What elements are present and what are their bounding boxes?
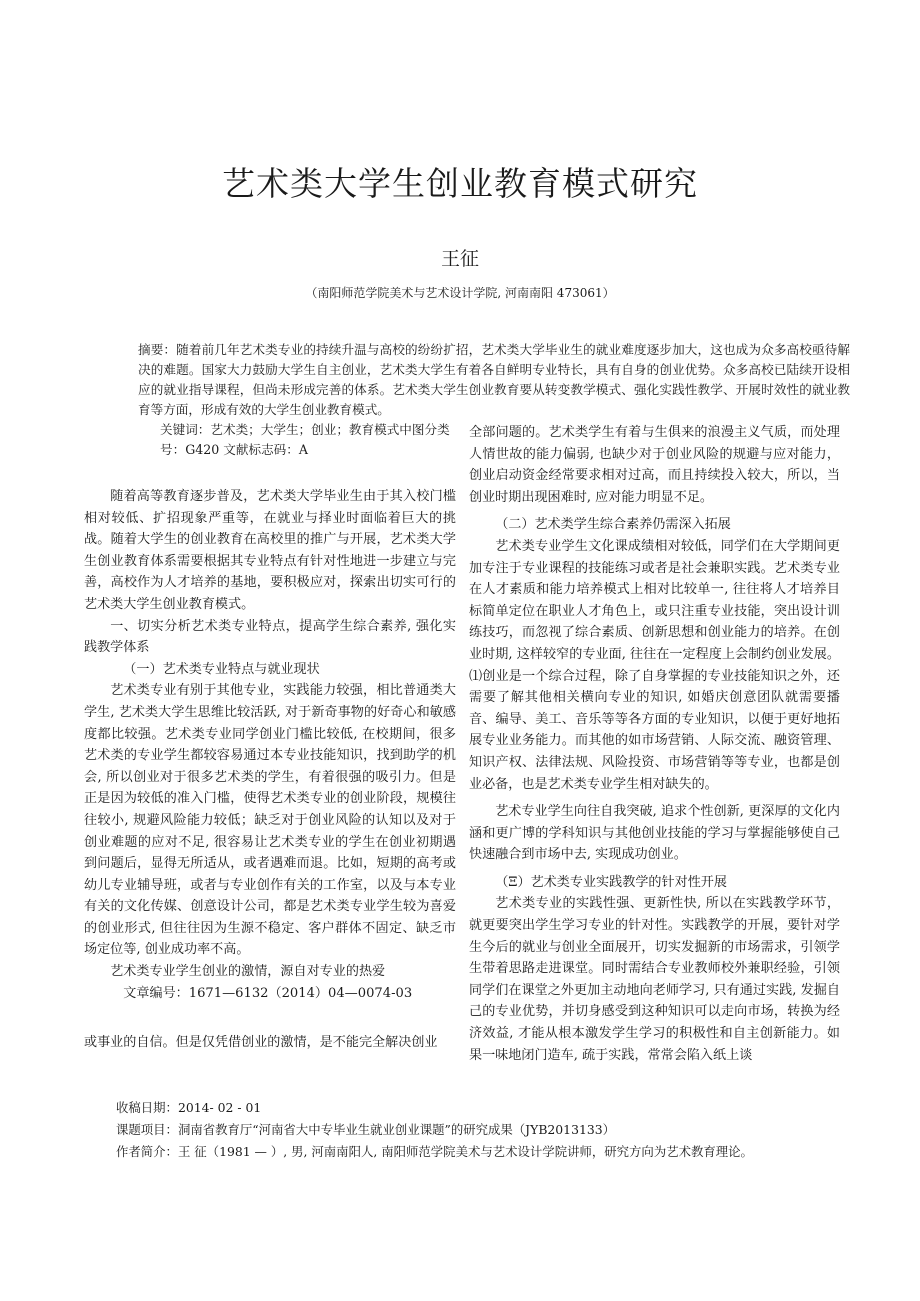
project-note: 课题项目：洞南省教育厅“河南省大中专毕业生就业创业课题”的研究成果（JYB2013133） (116, 1122, 615, 1137)
paper-title: 艺术类大学生创业教育模式研究 (222, 164, 698, 203)
author-affiliation: （南阳师范学院美术与艺术设计学院, 河南南阳 473061） (305, 286, 615, 300)
author-name: 王征 (440, 248, 479, 270)
body-paragraph: 艺术类专业学生创业的激情，源自对专业的热爱 (110, 964, 386, 980)
body-paragraph: 艺术类专业有别于其他专业，实践能力较强，相比普通类大学生, 艺术类大学生思维比较活跃, 对于新奇事物的好奇心和敏感度都比较强。艺术类专业同学创业门槛比较低, 在校期间，很多艺术类的专业学生都较容易通过本专业技能知识，找到助学的机会, 所以创业对于很多艺术类的学生，有着很强的吸引力。但是正是因为较低的准入门槛，使得艺术类专业的创业阶段，规模往往较小, 规避风险能力较低；缺乏对于创业风险的认知以及对于创业难题的应对不足, 很容易让艺术类专业的学生在创业初期遇到问题后，显得无所适从，或者遇难而退。比如，短期的高考或幼儿专业辅导班，或者与专业创作有关的工作室，以及与本专业有关的文化传媒、创意设计公司，都是艺术类专业学生较为喜爱的创业形式, 但往往因为生源不稳定、客户群体不固定、缺乏市场定位等, 创业成功率不高。 (84, 683, 456, 958)
abstract: 摘要：随着前几年艺术类专业的持续升温与高校的纷纷扩招，艺术类大学毕业生的就业难度逐步加大，这也成为众多高校亟待解决的难题。国家大力鼓励大学生自主创业，艺术类大学生有着各自鲜明专业特长，具有自身的创业优势。众多高校已陆续开设相应的就业指导课程，但尚未形成完善的体系。艺术类大学生创业教育要从转变教学模式、强化实践性教学、开展时效性的就业教育等方面，形成有效的大学生创业教育模式。 (138, 342, 850, 417)
subsection-heading-1-3: （Ξ）艺术类专业实践教学的针对性开展 (495, 874, 727, 890)
left-column (84, 486, 456, 1054)
article-number: 文章编号：1671—6132（2014）04—0074-03 (123, 985, 413, 1001)
right-column (469, 422, 840, 1066)
body-paragraph: 或事业的自信。但是仅凭借创业的激情，是不能完全解决创业 (84, 1035, 438, 1051)
received-date: 收稿日期：2014- 02 - 01 (116, 1100, 262, 1115)
body-paragraph: 艺术类专业学生文化课成绩相对较低，同学们在大学期间更加专注于专业课程的技能练习或者是社会兼职实践。艺术类专业在人才素质和能力培养模式上相对比较单一, 往往将人才培养目标简单定位在职业人才角色上，或只注重专业技能，突出设计训练技巧，而忽视了综合素质、创新思想和创业能力的培养。在创业时期, 这样较窄的专业面, 往往在一定程度上会制约创业发展。⑴创业是一个综合过程，除了自身掌握的专业技能知识之外，还需要了解其他相关横向专业的知识, 如婚庆创意团队就需要播音、编导、美工、音乐等等各方面的专业知识，以便于更好地拓展专业业务能力。而其他的如市场营销、人际交流、融资管理、知识产权、法律法规、风险投资、市场营销等等专业，也都是创业必备，也是艺术类专业学生相对缺失的。 (469, 538, 840, 792)
body-paragraph: 艺术专业学生向往自我突破, 追求个性创新, 更深厚的文化内涵和更广博的学科知识与其他创业技能的学习与掌握能够使自己快速融合到市场中去, 实现成功创业。 (469, 804, 840, 863)
author-bio: 作者简介：王 征（1981 — ）, 男, 河南南阳人, 南阳师范学院美术与艺术设计学院讲师，研究方向为艺术教育理论。 (116, 1144, 753, 1159)
body-paragraph: 全部问题的。艺术类学生有着与生俱来的浪漫主义气质，而处理人情世故的能力偏弱, 也缺少对于创业风险的规避与应对能力，创业启动资金经常要求相对过高，而且持续投入较大，所以，当创业时期出现困难时, 应对能力明显不足。 (469, 425, 840, 505)
keywords: 关键词：艺术类；大学生；创业；教育模式中图分类号：G420 文献标志码：A (160, 422, 450, 457)
section-heading-1: 一、切实分析艺术类专业特点，提高学生综合素养, 强化实践教学体系 (84, 618, 456, 656)
subsection-heading-1-2: （二）艺术类学生综合素养仍需深入拓展 (495, 517, 731, 533)
intro-paragraph: 随着高等教育逐步普及，艺术类大学毕业生由于其入校门槛相对较低、扩招现象严重等，在就业与择业时面临着巨大的挑战。随着大学生的创业教育在高校里的推广与开展，艺术类大学生创业教育体系需要根据其专业特点有针对性地进一步建立与完善，高校作为人才培养的基地，要积极应对，探索出切实可行的艺术类大学生创业教育模式。 (84, 489, 456, 612)
subsection-heading-1-1: （一）艺术类专业特点与就业现状 (123, 661, 320, 677)
footnotes (116, 1097, 836, 1163)
body-paragraph: 艺术类专业的实践性强、更新性快, 所以在实践教学环节，就更要突出学生学习专业的针对性。实践教学的开展，要针对学生今后的就业与创业全面展开，切实发掘新的市场需求，引领学生带着思路走进课堂。同时需结合专业教师校外兼职经验，引领同学们在课堂之外更加主动地向老师学习, 只有通过实践, 发掘自己的专业优势，并切身感受到这种知识可以走向市场，转换为经济效益, 才能从根本激发学生学习的积极性和自主创新能力。如果一味地闭门造车, 疏于实践，常常会陷入纸上谈 (469, 896, 840, 1063)
